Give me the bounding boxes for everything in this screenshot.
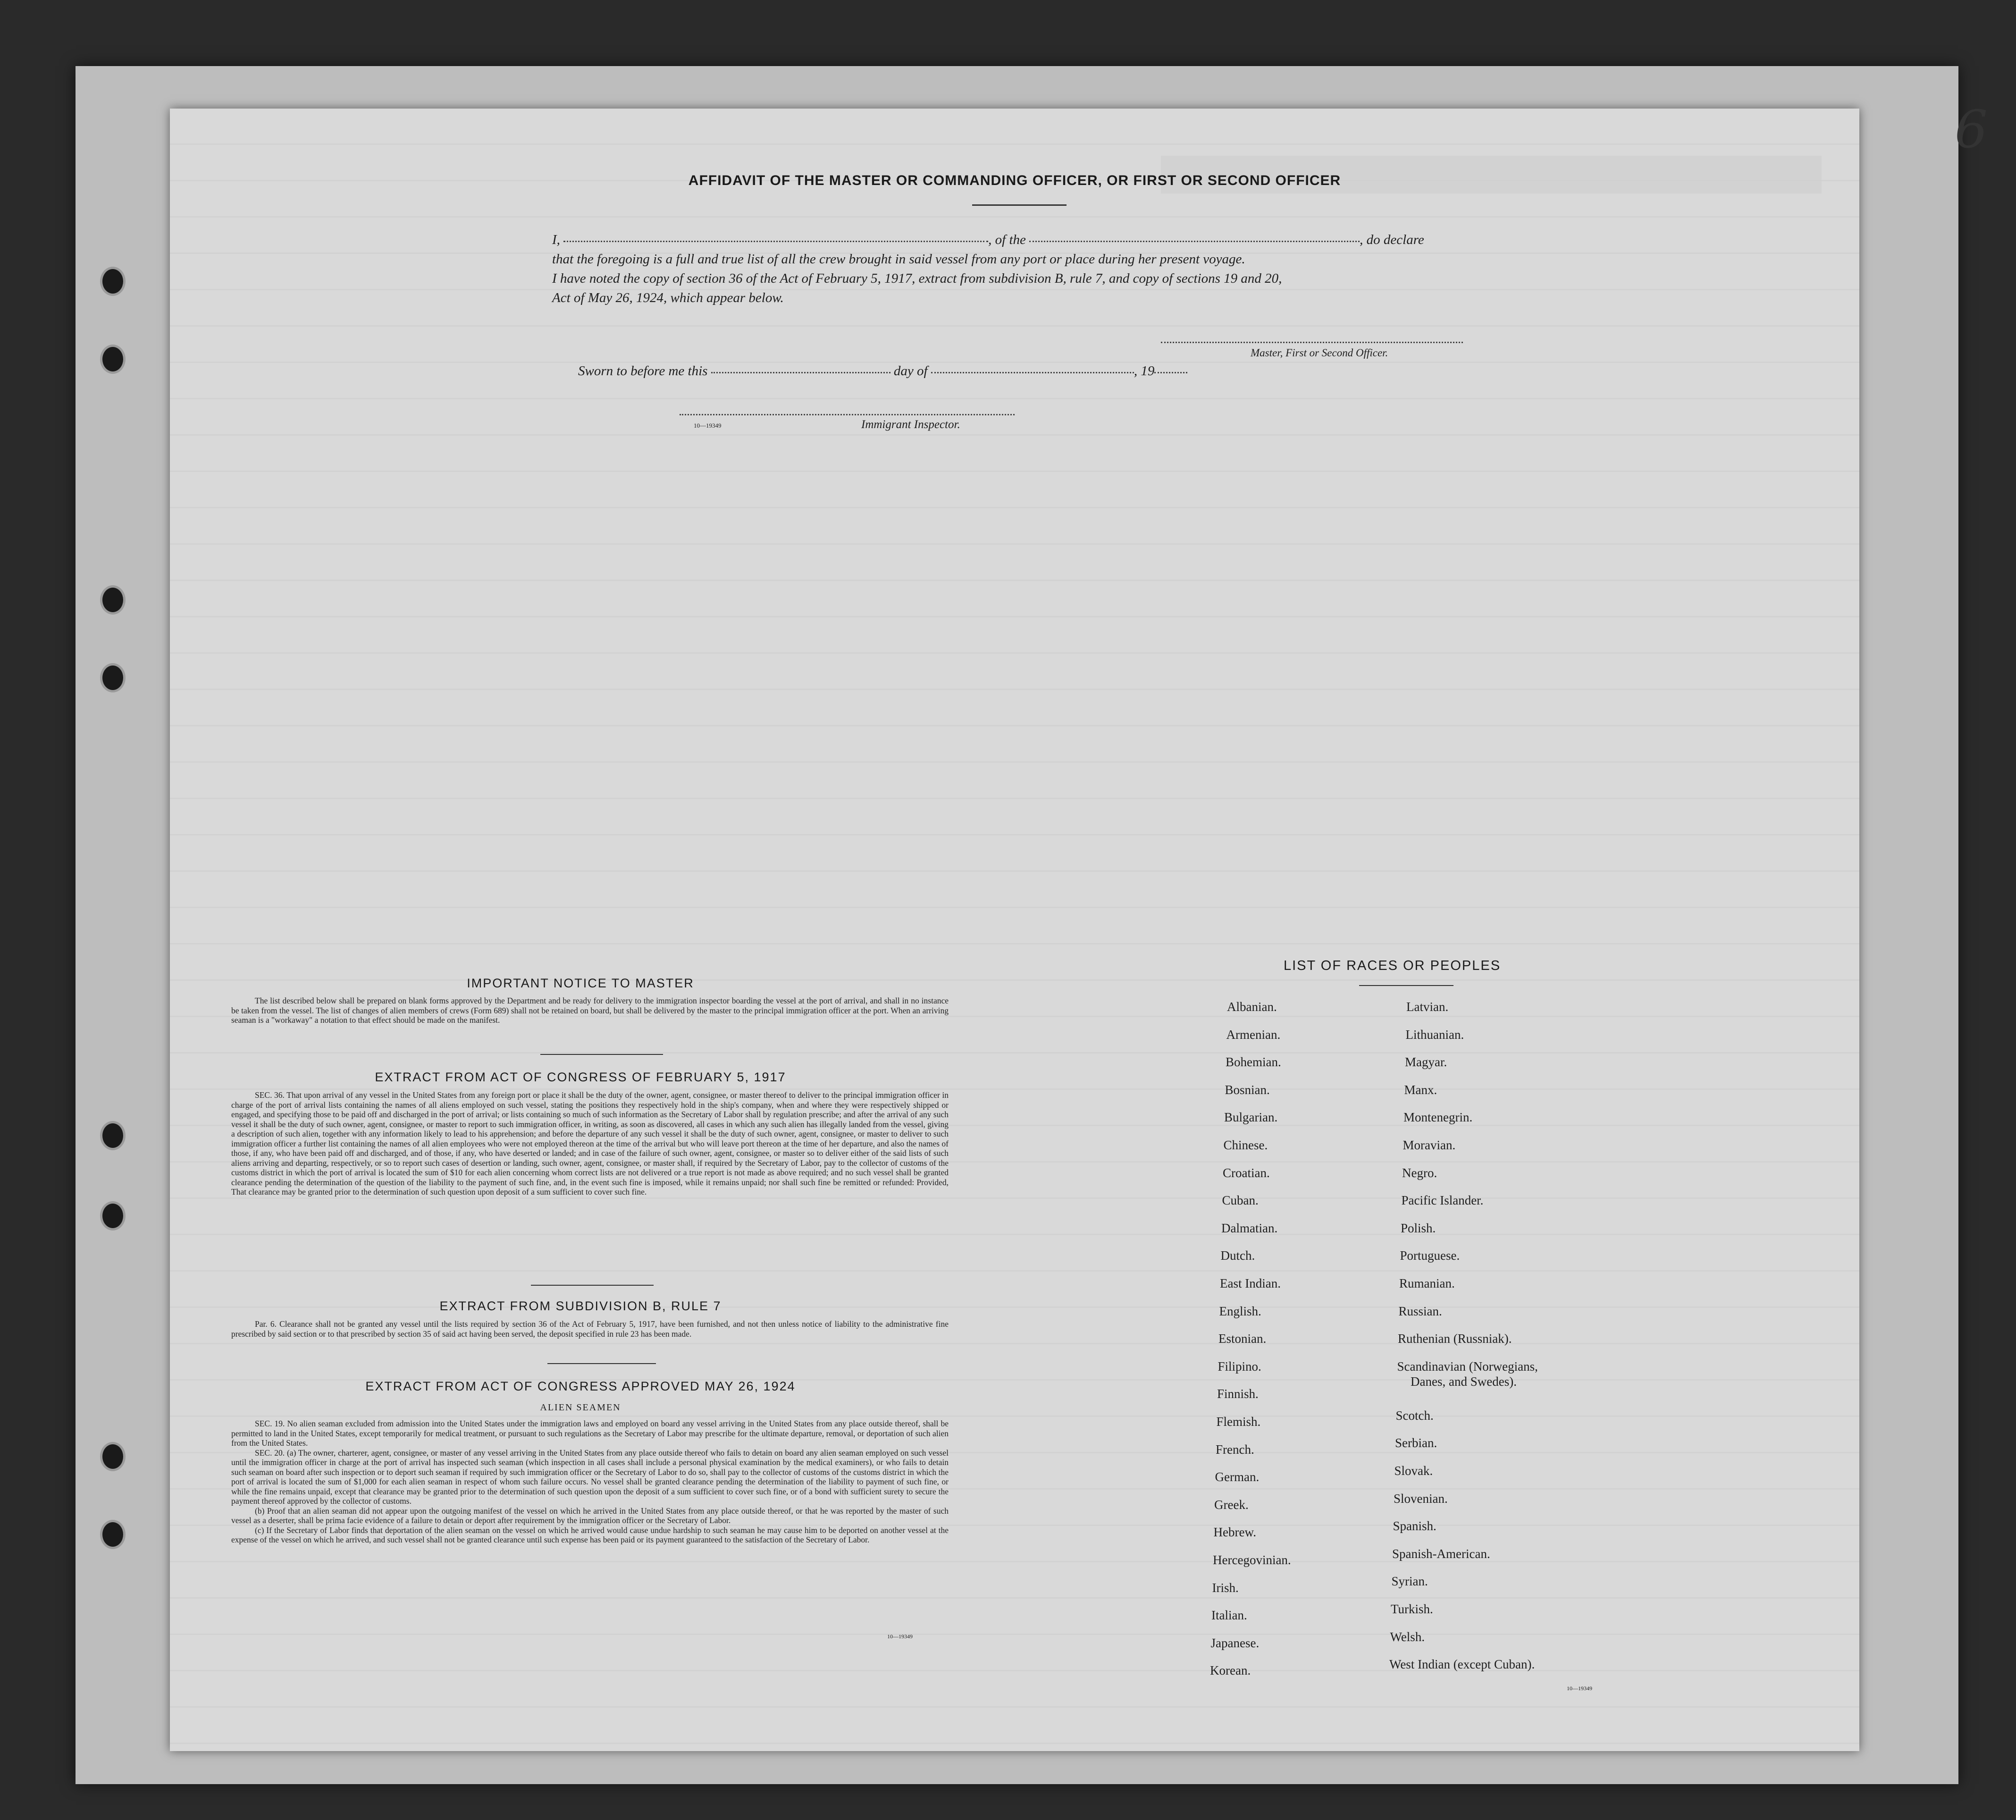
race-item: West Indian (except Cuban). bbox=[1389, 1657, 1535, 1672]
race-item: Bohemian. bbox=[1226, 1055, 1281, 1070]
divider bbox=[1359, 985, 1453, 986]
binder-hole bbox=[100, 663, 126, 692]
day-of-label: day of bbox=[893, 363, 928, 379]
race-item: Cuban. bbox=[1222, 1193, 1259, 1208]
race-item: Magyar. bbox=[1405, 1055, 1447, 1070]
sworn-day-blank bbox=[711, 371, 890, 373]
races-form-number: 10—19349 bbox=[1567, 1685, 1592, 1692]
race-item: Chinese. bbox=[1223, 1138, 1268, 1152]
race-item: Portuguese. bbox=[1400, 1248, 1460, 1263]
race-item: Montenegrin. bbox=[1403, 1110, 1473, 1125]
race-item: Flemish. bbox=[1216, 1415, 1261, 1429]
sec-19-text: SEC. 19. No alien seaman excluded from admission into the United States under the immigration laws and employed on board any vessel arriving in the United States from any place outside thereof, shall be permitted to land in the United States, except temporarily for medical treatment, or pursuant to such regulations as the Secretary of Labor may prescribe for the ultimate departure, removal, or deportation of such alien from the United States. bbox=[231, 1419, 949, 1448]
affidavit-line-2: that the foregoing is a full and true list of all the crew brought in said vessel from any port or place during her present voyage. bbox=[552, 252, 1245, 267]
races-title: LIST OF RACES OR PEOPLES bbox=[1284, 958, 1501, 973]
race-item: Hercegovinian. bbox=[1213, 1553, 1291, 1567]
sworn-month-blank bbox=[931, 371, 1134, 373]
year-label: , 19 bbox=[1134, 363, 1155, 379]
affidavit-declare-label: , do declare bbox=[1360, 232, 1424, 247]
race-item: Irish. bbox=[1212, 1580, 1239, 1595]
affidavit-line-4: Act of May 26, 1924, which appear below. bbox=[552, 290, 784, 305]
race-item: Turkish. bbox=[1391, 1602, 1433, 1616]
race-item: Filipino. bbox=[1218, 1359, 1261, 1373]
race-item: Danes, and Swedes). bbox=[1411, 1374, 1517, 1389]
sec-20c-text: (c) If the Secretary of Labor finds that deportation of the alien seaman on the vessel on which he arrived would cause undue hardship to such seaman he may cause him to be deported on another vessel at the expense of the vessel on which he arrived, and such vessel shall not be granted clearance until such expense has been paid or its payment guaranteed to the satisfaction of the Secretary of Labor. bbox=[231, 1525, 949, 1544]
signature-blank bbox=[1161, 341, 1463, 343]
race-item: Armenian. bbox=[1226, 1027, 1281, 1042]
vessel-blank bbox=[1029, 240, 1360, 242]
rule7-title: EXTRACT FROM SUBDIVISION B, RULE 7 bbox=[439, 1299, 722, 1313]
race-item: Scotch. bbox=[1395, 1408, 1434, 1423]
binder-hole bbox=[100, 267, 126, 296]
race-item: Spanish-American. bbox=[1392, 1546, 1490, 1561]
race-item: Manx. bbox=[1404, 1082, 1437, 1097]
race-item: Lithuanian. bbox=[1405, 1027, 1464, 1042]
document-page bbox=[170, 109, 1859, 1751]
affidavit-i-label: I, bbox=[552, 232, 560, 247]
margin-page-number: 6 bbox=[1955, 99, 1988, 160]
sec-20b-text: (b) Proof that an alien seaman did not appear upon the outgoing manifest of the vessel on which he arrived in the United States from any place outside thereof, or that he was reported by the master of such vessel as a deserter, shall be prima facie evidence of a failure to detain or deport after requirement by the immigration officer or the Secretary of Labor. bbox=[231, 1506, 949, 1525]
race-item: German. bbox=[1215, 1470, 1260, 1484]
race-item: Bosnian. bbox=[1225, 1082, 1270, 1097]
race-item: Ruthenian (Russniak). bbox=[1398, 1331, 1512, 1346]
notice-title: IMPORTANT NOTICE TO MASTER bbox=[467, 976, 694, 990]
race-item: Serbian. bbox=[1395, 1436, 1437, 1450]
race-item: Pacific Islander. bbox=[1401, 1193, 1484, 1208]
inspector-label: Immigrant Inspector. bbox=[861, 418, 960, 431]
affidavit-of-the-label: , of the bbox=[988, 232, 1026, 247]
race-item: East Indian. bbox=[1220, 1276, 1281, 1290]
divider bbox=[972, 204, 1067, 206]
race-item: French. bbox=[1216, 1442, 1254, 1457]
race-item: Syrian. bbox=[1391, 1574, 1428, 1589]
affidavit-line-1 bbox=[552, 232, 1424, 248]
race-item: Dalmatian. bbox=[1221, 1221, 1278, 1235]
name-blank bbox=[563, 240, 988, 242]
inspector-signature-blank bbox=[680, 413, 1015, 415]
race-item: Spanish. bbox=[1393, 1519, 1436, 1534]
race-item: Greek. bbox=[1214, 1497, 1249, 1512]
binder-hole bbox=[100, 585, 126, 615]
race-item: Slovak. bbox=[1394, 1464, 1433, 1478]
race-item: Finnish. bbox=[1217, 1387, 1259, 1401]
divider bbox=[547, 1363, 656, 1364]
race-item: Scandinavian (Norwegians, bbox=[1397, 1359, 1538, 1373]
race-item: Russian. bbox=[1398, 1304, 1442, 1318]
race-item: Korean. bbox=[1210, 1663, 1251, 1678]
extract-1924-title: EXTRACT FROM ACT OF CONGRESS APPROVED MAY 26, 1924 bbox=[365, 1379, 796, 1393]
sworn-year-blank bbox=[1154, 371, 1187, 373]
extract-1917-title: EXTRACT FROM ACT OF CONGRESS OF FEBRUARY 5, 1917 bbox=[375, 1070, 786, 1084]
race-item: Dutch. bbox=[1220, 1248, 1255, 1263]
binder-hole bbox=[100, 345, 126, 374]
race-item: Albanian. bbox=[1227, 1000, 1277, 1014]
race-item: Slovenian. bbox=[1394, 1491, 1448, 1506]
sworn-line bbox=[578, 363, 1187, 379]
binder-hole bbox=[100, 1520, 126, 1549]
race-item: Hebrew. bbox=[1213, 1525, 1256, 1540]
affidavit-form-number: 10—19349 bbox=[694, 422, 722, 429]
race-item: Bulgarian. bbox=[1224, 1110, 1278, 1125]
divider bbox=[531, 1285, 654, 1286]
extract-1924-subtitle: ALIEN SEAMEN bbox=[540, 1402, 621, 1413]
race-item: Japanese. bbox=[1210, 1635, 1260, 1650]
sec-20a-text: SEC. 20. (a) The owner, charterer, agent, consignee, or master of any vessel arriving in the United States from any place outside thereof who fails to detain on board any alien seaman employed on such vessel until the immigration officer in charge at the port of arrival has inspected such seaman (which inspection in all cases shall include a personal physical examination by the medical examiners), or who fails to detain such seaman on board after such inspection or to deport such seaman if required by such immigration officer or the Secretary of Labor to do so, shall pay to the collector of customs of the customs district in which the port of arrival is located the sum of $1,000 for each alien seaman in respect of whom such failure occurs. No vessel shall be granted clearance pending the determination of the liability to payment of such fine, or while the fine remains unpaid, except that clearance may be granted prior to the determination of such question upon the deposit of a sum sufficient to cover such fine, or of a bond with sufficient surety to secure the payment thereof approved by the collector of customs. bbox=[231, 1448, 949, 1506]
race-item: Latvian. bbox=[1406, 1000, 1449, 1014]
binder-hole bbox=[100, 1121, 126, 1150]
race-item: Welsh. bbox=[1390, 1629, 1425, 1644]
race-item: Negro. bbox=[1402, 1165, 1437, 1180]
extract-1924-body bbox=[231, 1419, 949, 1545]
binder-hole bbox=[100, 1442, 126, 1471]
rule7-text: Par. 6. Clearance shall not be granted any vessel until the lists required by section 36 of the Act of February 5, 1917, have been furnished, and not then unless notice of liability to the administrative fine prescribed by said section or to that prescribed by section 35 of said act having been served, the deposit specified in rule 23 has been made. bbox=[231, 1319, 949, 1339]
race-item: Estonian. bbox=[1218, 1331, 1267, 1346]
race-item: Moravian. bbox=[1403, 1138, 1456, 1152]
race-item: Polish. bbox=[1401, 1221, 1436, 1235]
divider bbox=[540, 1054, 663, 1055]
race-item: English. bbox=[1219, 1304, 1261, 1318]
signature-label: Master, First or Second Officer. bbox=[1251, 347, 1388, 359]
notice-text: The list described below shall be prepared on blank forms approved by the Department and be ready for delivery to the immigration inspector boarding the vessel at the port of arrival, and shall in no instance be taken from the vessel. The list of changes of alien members of crews (Form 689) shall not be retained on board, but shall be delivered by the master to the principal immigration officer at the port. When an arriving seaman is a "workaway" a notation to that effect should be made on the manifest. bbox=[231, 996, 949, 1025]
sworn-label: Sworn to before me this bbox=[578, 363, 708, 379]
extract-1917-text: SEC. 36. That upon arrival of any vessel in the United States from any foreign port or place it shall be the duty of the owner, agent, consignee, or master thereof to deliver to the principal immigration officer in charge of the port of arrival lists containing the names of all aliens employed on such vessel, stating the positions they respectively hold in the ship's company, when and where they were respectively shipped or engaged, and specifying those to be paid off and discharged in the port of arrival; or lists containing so much of such information as the Secretary of Labor shall by regulation prescribe; and after the arrival of any such vessel it shall be the duty of such owner, agent, consignee, or master to report to such immigration officer, in writing, as soon as discovered, all cases in which any such alien has illegally landed from the vessel, giving a description of such alien, together with any information likely to lead to his apprehension; and before the departure of any such vessel it shall be the duty of such owner, agent, consignee, or master to deliver to such immigration officer a further list containing the names of all alien employees who were not employed thereon at the time of the arrival but who will leave port thereon at the time of her departure, and also the names of those, if any, who have been paid off and discharged, and of those, if any, who have deserted or landed; and in case of the failure of such owner, agent, consignee, or master so to deliver either of the said lists of such aliens arriving and departing, respectively, or so to report such cases of desertion or landing, such owner, agent, consignee, or master shall, if required by the Secretary of Labor, pay to the collector of customs of the customs district in which the port of arrival is located the sum of $10 for each alien concerning whom correct lists are not delivered or a true report is not made as above required; and no such vessel shall be granted clearance pending the determination of the question of the liability to the payment of such fine, and, in the event such fine is imposed, while it remains unpaid; nor shall such fine be remitted or refunded: Provided, That clearance may be granted prior to the determination of such question upon deposit of a sum sufficient to cover such fine. bbox=[231, 1090, 949, 1196]
race-item: Croatian. bbox=[1223, 1165, 1270, 1180]
binder-hole bbox=[100, 1201, 126, 1230]
extract-1924-form-number: 10—19349 bbox=[887, 1633, 913, 1640]
race-item: Rumanian. bbox=[1399, 1276, 1455, 1290]
affidavit-title: AFFIDAVIT OF THE MASTER OR COMMANDING OFFICER, OR FIRST OR SECOND OFFICER bbox=[688, 173, 1341, 188]
race-item: Italian. bbox=[1211, 1608, 1247, 1623]
affidavit-line-3: I have noted the copy of section 36 of the Act of February 5, 1917, extract from subdivision B, rule 7, and copy of sections 19 and 20, bbox=[552, 271, 1282, 286]
